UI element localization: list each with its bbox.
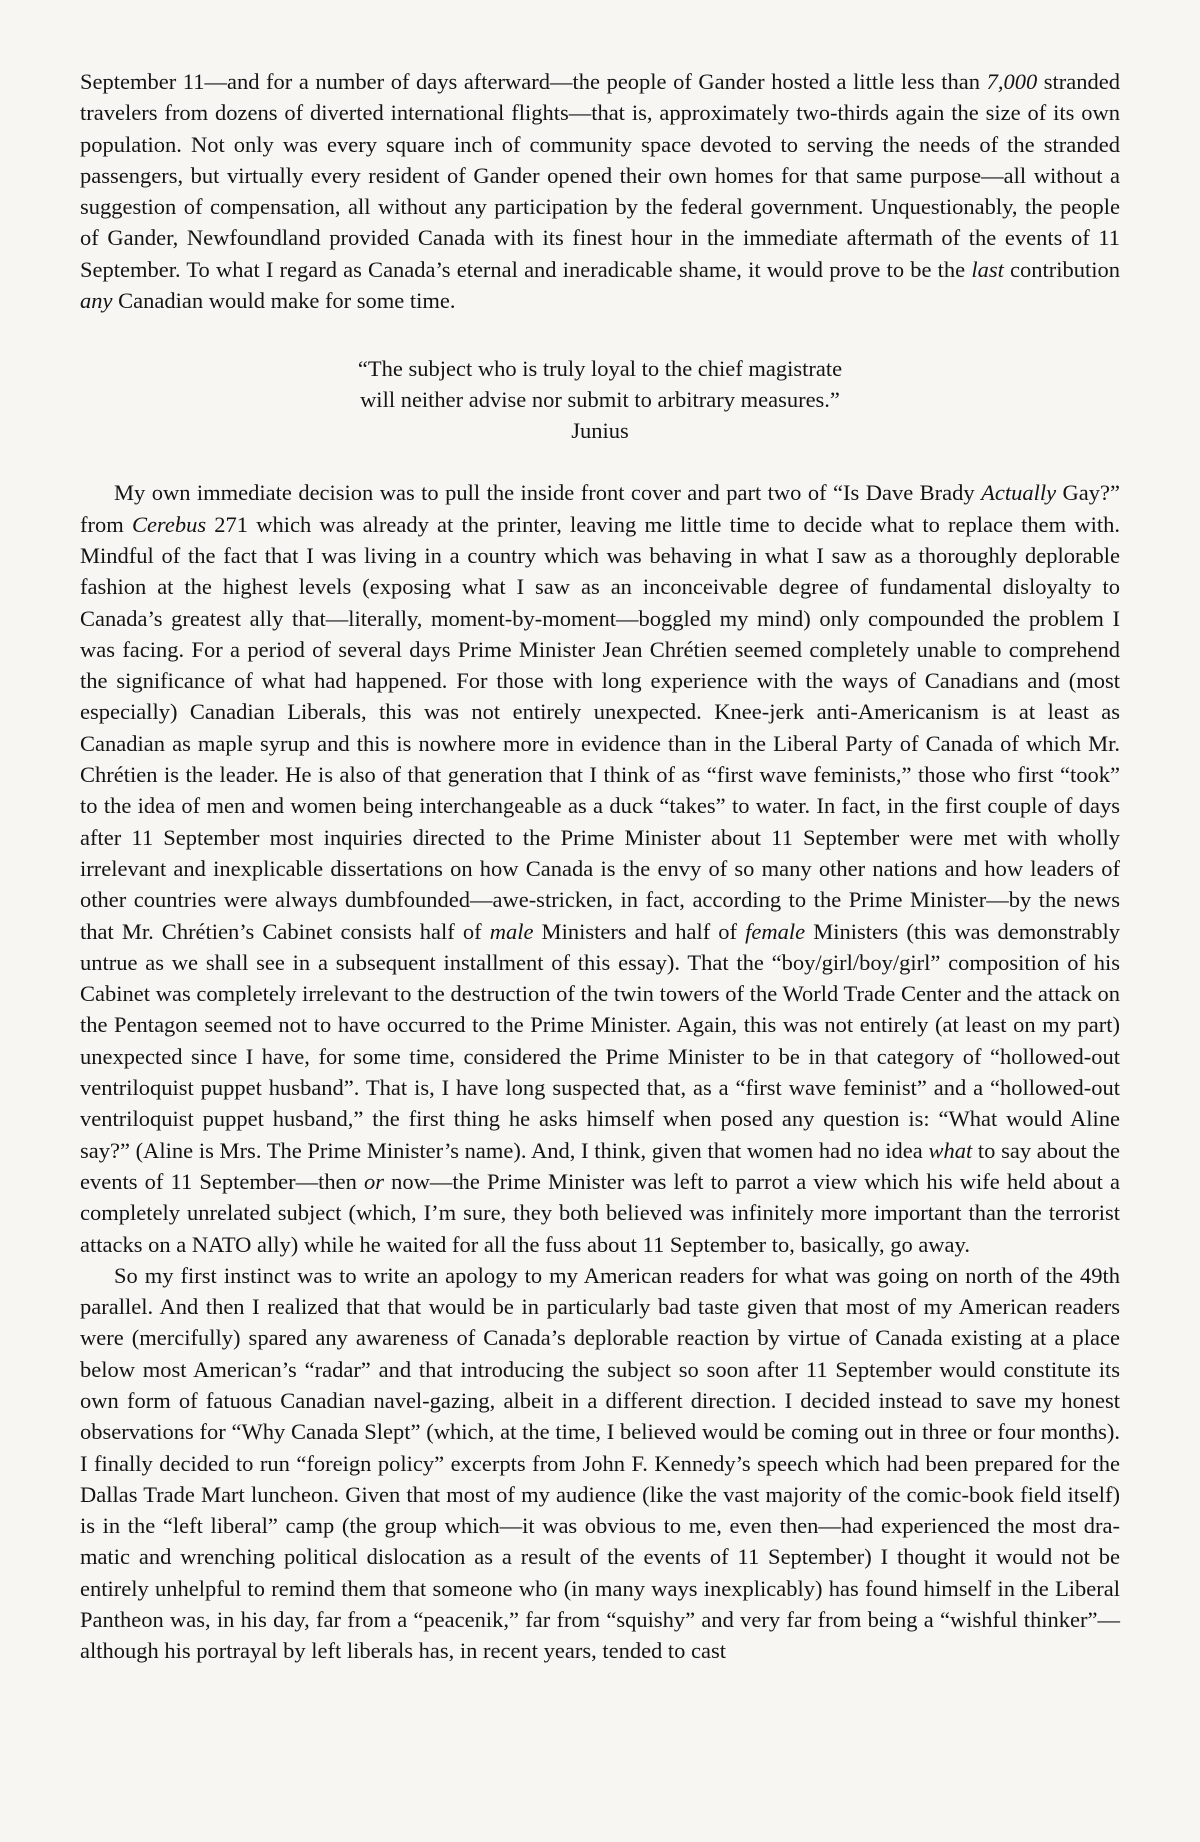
italic-text: 7,000 <box>986 69 1038 94</box>
quote-line-1: “The subject who is truly loyal to the chief magistrate <box>357 356 843 382</box>
italic-text: last <box>971 256 1004 282</box>
italic-text: what <box>928 1137 973 1163</box>
italic-text: or <box>363 1168 384 1194</box>
italic-text: Actually <box>981 480 1057 506</box>
body-paragraph-3: So my first instinct was to write an apology to my American readers for what was going on north of the 49th parallel. And then I realized that that would be in particularly bad taste given that most of my American readers were (mercifully) spared any awareness of Canada’s deplorable reaction by virtue of Canada existing at a place below most American’s “radar” and that introducing the subject so soon after 11 September would constitute its own form of fatuous Canadian navel-gazing, albeit in a different direction. I decided instead to save my honest observations for “Why Canada Slept” (which, at the time, I believed would be coming out in three or four months). I finally decided to run “foreign policy” excerpts from John F. Kennedy’s speech which had been prepared for the Dallas Trade Mart luncheon. Given that most of my audience (like the vast majority of the comic-book field itself) is in the “left liberal” camp (the group which—it was obvious to me, even then—had experienced the most dramatic and wrenching political dislocation as a result of the events of 11 September) I thought it would not be entirely unhelpful to remind them that someone who (in many ways inexplicably) has found himself in the Liberal Pantheon was, in his day, far from a “peacenik,” far from “squishy” and very far from being a “wishful thinker”—although his portrayal by left liberals has, in recent years, tended to cast <box>80 1262 1120 1664</box>
italic-text: female <box>745 918 806 944</box>
quote-line-2: will neither advise nor submit to arbitrary measures.” <box>360 387 840 413</box>
quote-attribution: Junius <box>571 418 629 444</box>
body-paragraph-2: My own immediate decision was to pull the inside front cover and part two of “Is Dave Brady Actually Gay?” from Cerebus 271 which was already at the printer, leaving me little time to decide what to replace them with. Mindful of the fact that I was living in a country which was behaving in what I saw as a thoroughly deplorable fashion at the highest levels (exposing what I saw as an inconceivable degree of fundamental disloyalty to Canada’s greatest ally that—literally, moment-by-moment—boggled my mind) only compounded the problem I was facing. For a period of several days Prime Minister Jean Chrétien seemed completely unable to comprehend the significance of what had happened. For those with long experience with the ways of Canadians and (most especially) Canadian Liberals, this was not entirely unexpected. Knee-jerk anti-Americanism is at least as Canadian as maple syrup and this is nowhere more in evidence than in the Liberal Party of Canada of which Mr. Chrétien is the leader. He is also of that generation that I think of as “first wave feminists,” those who first “took” to the idea of men and women being interchangeable as a duck “takes” to water. In fact, in the first couple of days after 11 September most inquiries directed to the Prime Minister about 11 September were met with wholly irrelevant and inexplicable dissertations on how Canada is the envy of so many other nations and how leaders of other countries were always dumbfounded—awe-stricken, in fact, according to the Prime Minister—by the news that Mr. Chrétien’s Cabinet consists half of male Ministers and half of female Ministers (this was demonstrably untrue as we shall see in a subsequent installment of this essay). That the “boy/girl/boy/girl” composition of his Cabinet was completely irrelevant to the destruction of the twin towers of the World Trade Center and the attack on the Pentagon seemed not to have occurred to the Prime Minister. Again, this was not entirely (at least on my part) unexpected since I have, for some time, considered the Prime Minister to be in that category of “hollowed-out ventriloquist puppet husband”. That is, I have long suspected that, as a “first wave feminist” and a “hollowed-out ventriloquist puppet husband,” the first thing he asks himself when posed any question is: “What would Aline say?” (Aline is Mrs. The Prime Minister’s name). And, I think, given that women had no idea what to say about the events of 11 September—then or now—the Prime Minister was left to parrot a view which his wife held about a completely unrelated subject (which, I’m sure, they both believed was infinitely more important than the terrorist attacks on a NATO ally) while he waited for all the fuss about 11 September to, basically, go away. <box>80 480 1120 1257</box>
italic-text: male <box>489 918 534 944</box>
italic-text: Cerebus <box>131 511 207 537</box>
epigraph-quote <box>80 353 1120 446</box>
italic-text: any <box>80 288 113 314</box>
body-paragraph-1: September 11—and for a number of days afterward—the people of Gander hosted a little less than 7,000 stranded travelers from dozens of diverted international flights—that is, approximately two-thirds again the size of its own population. Not only was every square inch of community space devoted to serving the needs of the stranded passengers, but virtually every resident of Gander opened their own homes for that same purpose—all without a suggestion of compensation, all without any participation by the federal government. Unquestionably, the people of Gander, Newfoundland provided Canada with its finest hour in the immediate aftermath of the events of 11 September. To what I regard as Canada’s eternal and ineradicable shame, it would prove to be the last contribution any Canadian would make for some time. <box>80 69 1120 314</box>
